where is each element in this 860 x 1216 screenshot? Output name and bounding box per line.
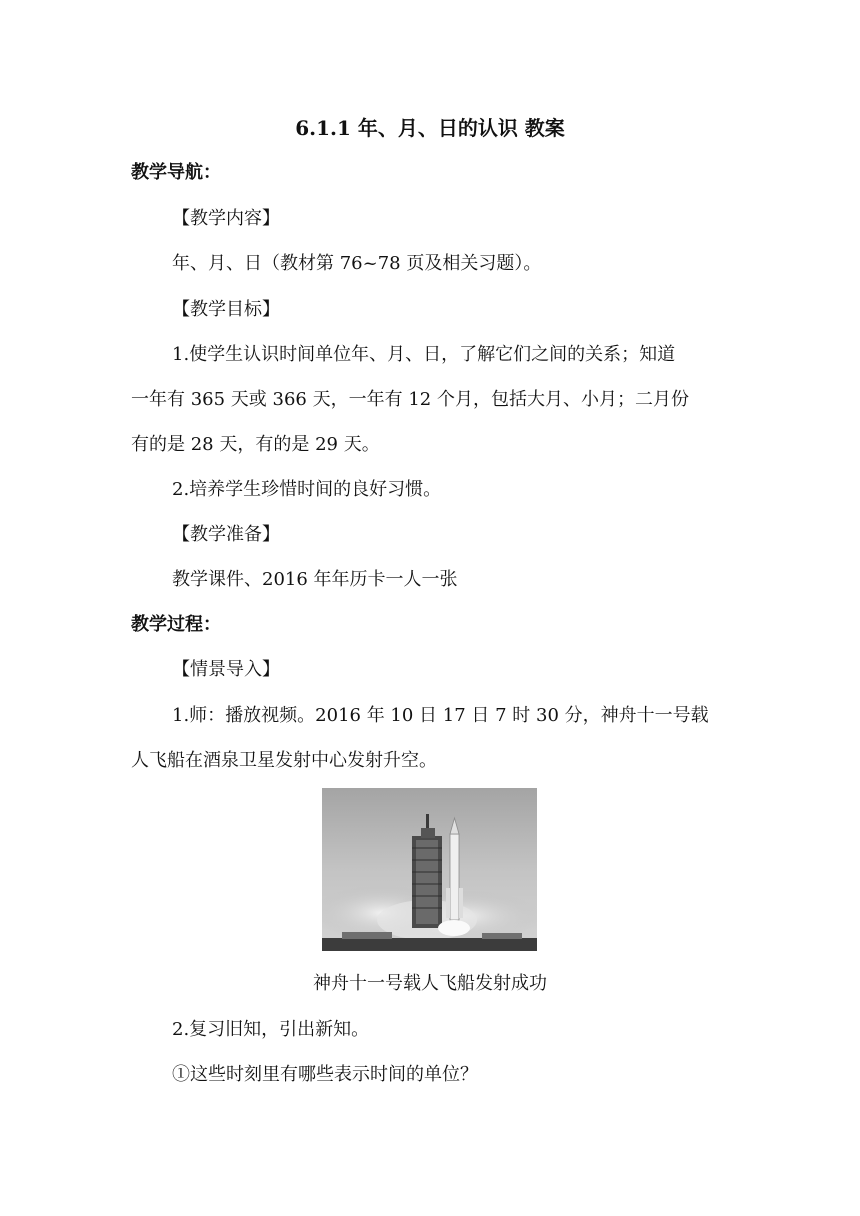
rocket-launch-illustration — [322, 788, 537, 951]
nav-heading: 教学导航： — [131, 162, 221, 183]
figure-caption: 神舟十一号载人飞船发射成功 — [313, 973, 547, 994]
content-heading: 【教学内容】 — [172, 208, 280, 229]
process-heading: 教学过程： — [131, 614, 221, 635]
goal-2: 2.培养学生珍惜时间的良好习惯。 — [172, 479, 442, 500]
goal-heading: 【教学目标】 — [172, 299, 280, 320]
prep-text: 教学课件、2016 年年历卡一人一张 — [172, 569, 458, 590]
prep-heading: 【教学准备】 — [172, 524, 280, 545]
goal-1-line-1: 1.使学生认识时间单位年、月、日，了解它们之间的关系；知道 — [172, 344, 676, 365]
document-title: 6.1.1 年、月、日的认识 教案 — [295, 116, 565, 140]
goal-1-line-2: 一年有 365 天或 366 天，一年有 12 个月，包括大月、小月；二月份 — [131, 389, 689, 410]
content-text: 年、月、日（教材第 76~78 页及相关习题）。 — [172, 253, 542, 274]
goal-1-line-3: 有的是 28 天，有的是 29 天。 — [131, 434, 380, 455]
question-1: ①这些时刻里有哪些表示时间的单位？ — [172, 1064, 478, 1085]
intro-1-line-2: 人飞船在酒泉卫星发射中心发射升空。 — [131, 750, 437, 771]
intro-2: 2.复习旧知，引出新知。 — [172, 1019, 370, 1040]
intro-1-line-1: 1.师：播放视频。2016 年 10 日 17 日 7 时 30 分，神舟十一号载 — [172, 705, 709, 726]
intro-heading: 【情景导入】 — [172, 659, 280, 680]
rocket-launch-photo — [322, 788, 537, 951]
